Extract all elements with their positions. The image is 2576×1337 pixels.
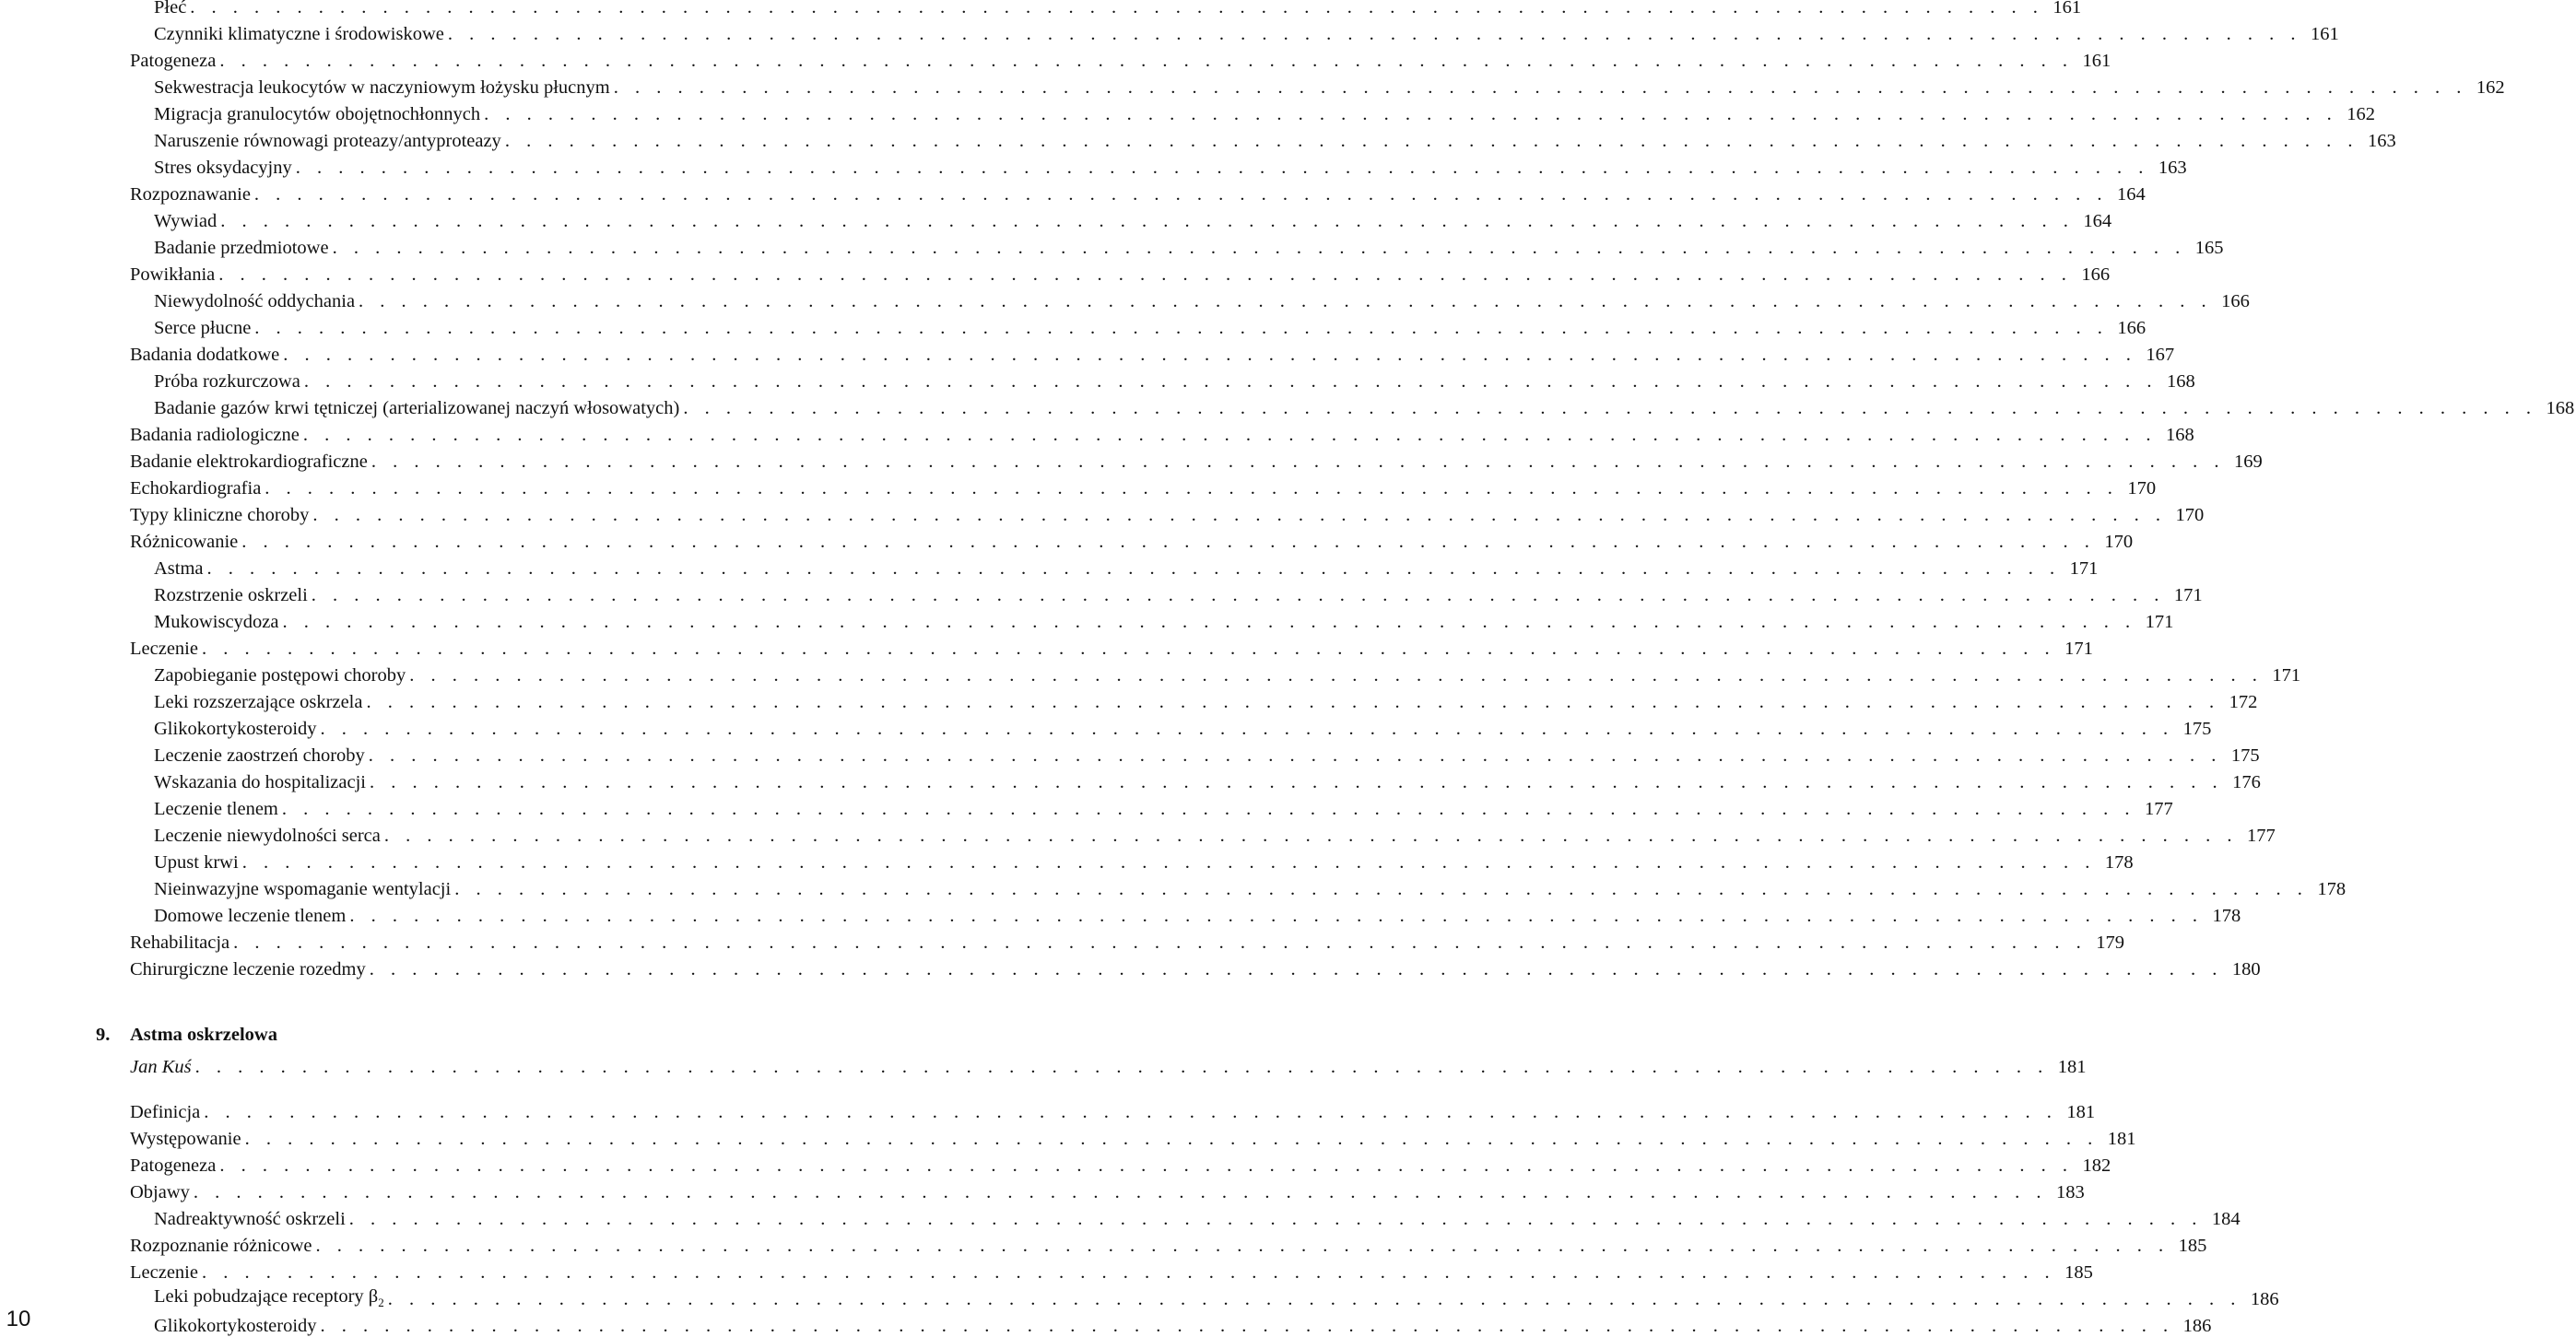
toc-entry[interactable]	[0, 125, 2396, 152]
toc-entry[interactable]	[0, 660, 2301, 686]
toc-entry[interactable]	[0, 767, 2261, 793]
toc-entry-page: 168	[2166, 371, 2195, 392]
toc-entry-title: Niewydolność oddychania	[154, 291, 359, 312]
toc-entry[interactable]	[0, 900, 2241, 927]
toc-entry[interactable]	[0, 1257, 2093, 1284]
toc-entry[interactable]	[0, 152, 2187, 179]
dot-leader: . . . . . . . . . . . . . . . . . . . . . . . . . . . . . . . . . . . . . . . . . . . . . . . . . . . . . . . . . . . . . . . . . . . . . . . . . . . . . . . . . . . . . . .	[383, 826, 2239, 846]
dot-leader: . . . . . . . . . . . . . . . . . . . . . . . . . . . . . . . . . . . . . . . . . . . . . . . . . . . . . . . . . . . . . . . . . . . . . . . . . . . . . . . . . . . . . . .	[219, 51, 2074, 71]
toc-entry[interactable]	[0, 954, 2261, 980]
toc-entry-page: 181	[2057, 1057, 2087, 1077]
dot-leader: . . . . . . . . . . . . . . . . . . . . . . . . . . . . . . . . . . . . . . . . . . . . . . . . . . . . . . . . . . . . . . . . . . . . . . . . . . . . . . . . . . . . . . .	[281, 799, 2135, 819]
toc-entry-page: 178	[2104, 852, 2134, 873]
toc-entry-title: Rozpoznanie różnicowe	[130, 1236, 316, 1257]
toc-entry-page: 176	[2232, 772, 2261, 792]
dot-leader: . . . . . . . . . . . . . . . . . . . . . . . . . . . . . . . . . . . . . . . . . . . . . . . . . . . . . . . . . . . . . . . . . . . . . . . . . . . . . . . . . . . . . . .	[218, 264, 2073, 285]
toc-entry-title: Rozpoznawanie	[130, 184, 254, 205]
toc-entry-page: 164	[2117, 184, 2146, 205]
toc-entry-page: 169	[2233, 452, 2263, 472]
toc-entry-title: Rehabilitacja	[130, 932, 233, 954]
toc-entry-page: 170	[2175, 505, 2205, 525]
dot-leader: . . . . . . . . . . . . . . . . . . . . . . . . . . . . . . . . . . . . . . . . . . . . . . . . . . . . . . . . . . . . . . . . . . . . . . . . . . . . . . . . . . . . . . .	[332, 238, 2186, 258]
toc-entry-page: 166	[2221, 291, 2250, 311]
dot-leader: . . . . . . . . . . . . . . . . . . . . . . . . . . . . . . . . . . . . . . . . . . . . . . . . . . . . . . . . . . . . . . . . . . . . . . . . . . . . . . . . . . . . . . .	[206, 558, 2061, 579]
toc-entry-title: Leki rozszerzające oskrzela	[154, 692, 366, 713]
toc-entry-page: 171	[2064, 639, 2093, 659]
toc-entry-page: 177	[2247, 826, 2276, 846]
toc-entry[interactable]	[0, 633, 2093, 660]
dot-leader: . . . . . . . . . . . . . . . . . . . . . . . . . . . . . . . . . . . . . . . . . . . . . . . . . . . . . . . . . . . . . . . . . . . . . . . . . . . . . . . . . . . . . . .	[349, 906, 2204, 926]
toc-entry[interactable]	[0, 740, 2260, 767]
toc-entry-page: 181	[2066, 1102, 2096, 1122]
toc-entry-page: 171	[2145, 612, 2174, 632]
toc-entry-title: Nadreaktywność oskrzeli	[154, 1209, 349, 1230]
toc-entry-page: 180	[2231, 959, 2261, 979]
toc-entry[interactable]	[0, 473, 2157, 499]
toc-entry[interactable]	[0, 312, 2147, 339]
dot-leader: . . . . . . . . . . . . . . . . . . . . . . . . . . . . . . . . . . . . . . . . . . . . . . . . . . . . . . . . . . . . . . . . . . . . . . . . . . . . . . . . . . . . . . .	[204, 1102, 2058, 1122]
toc-entry[interactable]	[0, 686, 2258, 713]
dot-leader: . . . . . . . . . . . . . . . . . . . . . . . . . . . . . . . . . . . . . . . . . . . . . . . . . . . . . . . . . . . . . . . . . . . . . . . . . . . . . . . . . . . . . . .	[315, 1236, 2170, 1256]
toc-entry-title: Leczenie tlenem	[154, 799, 282, 820]
toc-entry-page: 175	[2230, 745, 2260, 766]
toc-entry-page: 162	[2347, 104, 2375, 124]
toc-entry-title: Rozstrzenie oskrzeli	[154, 585, 312, 606]
dot-leader: . . . . . . . . . . . . . . . . . . . . . . . . . . . . . . . . . . . . . . . . . . . . . . . . . . . . . . . . . . . . . . . . . . . . . . . . . . . . . . . . . . . . . . .	[320, 719, 2174, 739]
toc-entry-title: Chirurgiczne leczenie rozedmy	[130, 959, 370, 980]
dot-leader: . . . . . . . . . . . . . . . . . . . . . . . . . . . . . . . . . . . . . . . . . . . . . . . . . . . . . . . . . . . . . . . . . . . . . . . . . . . . . . . . . . . . . . .	[254, 318, 2109, 338]
toc-entry-page: 178	[2317, 879, 2347, 899]
toc-entry-title: Zapobieganie postępowi choroby	[154, 665, 409, 686]
toc-entry-page: 170	[2127, 478, 2157, 498]
chapter-number: 9.	[96, 1025, 111, 1045]
toc-entry-page: 161	[2082, 51, 2111, 71]
toc-entry-page: 172	[2229, 692, 2258, 712]
toc-entry-title: Leczenie	[130, 1262, 202, 1284]
dot-leader: . . . . . . . . . . . . . . . . . . . . . . . . . . . . . . . . . . . . . . . . . . . . . . . . . . . . . . . . . . . . . . . . . . . . . . . . . . . . . . . . . . . . . . .	[253, 184, 2109, 205]
dot-leader: . . . . . . . . . . . . . . . . . . . . . . . . . . . . . . . . . . . . . . . . . . . . . . . . . . . . . . . . . . . . . . . . . . . . . . . . . . . . . . . . . . . . . . .	[244, 1129, 2099, 1149]
toc-entry-page: 179	[2096, 932, 2125, 953]
toc-entry[interactable]	[0, 553, 2099, 580]
toc-entry[interactable]	[0, 1284, 2279, 1310]
dot-leader: . . . . . . . . . . . . . . . . . . . . . . . . . . . . . . . . . . . . . . . . . . . . . . . . . . . . . . . . . . . . . . . . . . . . . . . . . . . . . . . . . . . . . . .	[320, 1316, 2174, 1336]
toc-entry[interactable]	[0, 1123, 2136, 1150]
toc-entry[interactable]	[0, 927, 2125, 954]
toc-entry-page: 170	[2104, 532, 2134, 552]
toc-entry[interactable]	[0, 286, 2250, 312]
dot-leader: . . . . . . . . . . . . . . . . . . . . . . . . . . . . . . . . . . . . . . . . . . . . . . . . . . . . . . . . . . . . . . . . . . . . . . . . . . . . . . . . . . . . . . .	[194, 1057, 2049, 1077]
dot-leader: . . . . . . . . . . . . . . . . . . . . . . . . . . . . . . . . . . . . . . . . . . . . . . . . . . . . . . . . . . . . . . . . . . . . . . . . . . . . . . . . . . . . . . .	[447, 24, 2301, 44]
toc-entry-title: Serce płucne	[154, 318, 254, 339]
toc-entry-page: 164	[2083, 211, 2112, 231]
toc-entry-title: Migracja granulocytów obojętnochłonnych	[154, 104, 484, 125]
toc-entry[interactable]	[0, 419, 2194, 446]
toc-entry-title: Czynniki klimatyczne i środowiskowe	[154, 24, 448, 45]
dot-leader: . . . . . . . . . . . . . . . . . . . . . . . . . . . . . . . . . . . . . . . . . . . . . . . . . . . . . . . . . . . . . . . . . . . . . . . . . . . . . . . . . . . . . . .	[387, 1289, 2241, 1309]
dot-leader: . . . . . . . . . . . . . . . . . . . . . . . . . . . . . . . . . . . . . . . . . . . . . . . . . . . . . . . . . . . . . . . . . . . . . . . . . . . . . . . . . . . . . . .	[613, 77, 2467, 98]
toc-entry[interactable]	[0, 99, 2375, 125]
toc-entry-title: Badanie gazów krwi tętniczej (arterializowanej naczyń włosowatych)	[154, 398, 683, 419]
toc-entry[interactable]	[0, 526, 2134, 553]
dot-leader: . . . . . . . . . . . . . . . . . . . . . . . . . . . . . . . . . . . . . . . . . . . . . . . . . . . . . . . . . . . . . . . . . . . . . . . . . . . . . . . . . . . . . . .	[359, 291, 2213, 311]
toc-entry[interactable]	[0, 366, 2195, 393]
toc-entry-title: Sekwestracja leukocytów w naczyniowym łożysku płucnym	[154, 77, 614, 99]
toc-entry-page: 185	[2064, 1262, 2093, 1283]
toc-entry[interactable]	[0, 72, 2505, 99]
toc-entry[interactable]	[0, 847, 2134, 874]
dot-leader: . . . . . . . . . . . . . . . . . . . . . . . . . . . . . . . . . . . . . . . . . . . . . . . . . . . . . . . . . . . . . . . . . . . . . . . . . . . . . . . . . . . . . . .	[201, 1262, 2056, 1283]
toc-entry[interactable]	[0, 1051, 2087, 1078]
toc-entry-title: Domowe leczenie tlenem	[154, 906, 349, 927]
toc-entry[interactable]	[0, 393, 2575, 419]
dot-leader: . . . . . . . . . . . . . . . . . . . . . . . . . . . . . . . . . . . . . . . . . . . . . . . . . . . . . . . . . . . . . . . . . . . . . . . . . . . . . . . . . . . . . . .	[311, 585, 2165, 605]
toc-entry-page: 168	[2546, 398, 2575, 418]
toc-entry-page: 166	[2117, 318, 2147, 338]
toc-entry-page: 181	[2107, 1129, 2136, 1149]
toc-entry[interactable]	[0, 339, 2175, 366]
toc-entry[interactable]	[0, 259, 2111, 286]
toc-entry-title: Powikłania	[130, 264, 218, 286]
page-number: 10	[6, 1307, 31, 1331]
toc-entry-title: Badanie elektrokardiograficzne	[130, 452, 371, 473]
dot-leader: . . . . . . . . . . . . . . . . . . . . . . . . . . . . . . . . . . . . . . . . . . . . . . . . . . . . . . . . . . . . . . . . . . . . . . . . . . . . . . . . . . . . . . .	[302, 425, 2157, 445]
toc-entry-title: Leczenie niewydolności serca	[154, 826, 384, 847]
toc-entry[interactable]	[0, 793, 2173, 820]
toc-entry-page: 161	[2053, 0, 2082, 18]
toc-entry[interactable]	[0, 499, 2205, 526]
toc-entry-page: 162	[2476, 77, 2505, 98]
toc-entry-title: Badania radiologiczne	[130, 425, 303, 446]
toc-entry-title: Występowanie	[130, 1129, 245, 1150]
toc-entry-title: Astma	[154, 558, 207, 580]
dot-leader: . . . . . . . . . . . . . . . . . . . . . . . . . . . . . . . . . . . . . . . . . . . . . . . . . . . . . . . . . . . . . . . . . . . . . . . . . . . . . . . . . . . . . . .	[454, 879, 2309, 899]
toc-entry-page: 175	[2182, 719, 2212, 739]
toc-entry-page: 163	[2158, 158, 2187, 178]
dot-leader: . . . . . . . . . . . . . . . . . . . . . . . . . . . . . . . . . . . . . . . . . . . . . . . . . . . . . . . . . . . . . . . . . . . . . . . . . . . . . . . . . . . . . . .	[220, 211, 2075, 231]
toc-entry-title: Naruszenie równowagi proteazy/antyproteazy	[154, 131, 505, 152]
dot-leader: . . . . . . . . . . . . . . . . . . . . . . . . . . . . . . . . . . . . . . . . . . . . . . . . . . . . . . . . . . . . . . . . . . . . . . . . . . . . . . . . . . . . . . .	[241, 532, 2096, 552]
dot-leader: . . . . . . . . . . . . . . . . . . . . . . . . . . . . . . . . . . . . . . . . . . . . . . . . . . . . . . . . . . . . . . . . . . . . . . . . . . . . . . . . . . . . . . .	[265, 478, 2119, 498]
dot-leader: . . . . . . . . . . . . . . . . . . . . . . . . . . . . . . . . . . . . . . . . . . . . . . . . . . . . . . . . . . . . . . . . . . . . . . . . . . . . . . . . . . . . . . .	[233, 932, 2088, 953]
toc-entry-page: 163	[2367, 131, 2396, 151]
toc-entry-subscript: 2	[378, 1296, 384, 1309]
dot-leader: . . . . . . . . . . . . . . . . . . . . . . . . . . . . . . . . . . . . . . . . . . . . . . . . . . . . . . . . . . . . . . . . . . . . . . . . . . . . . . . . . . . . . . .	[504, 131, 2358, 151]
dot-leader: . . . . . . . . . . . . . . . . . . . . . . . . . . . . . . . . . . . . . . . . . . . . . . . . . . . . . . . . . . . . . . . . . . . . . . . . . . . . . . . . . . . . . . .	[368, 745, 2222, 766]
dot-leader: . . . . . . . . . . . . . . . . . . . . . . . . . . . . . . . . . . . . . . . . . . . . . . . . . . . . . . . . . . . . . . . . . . . . . . . . . . . . . . . . . . . . . . .	[484, 104, 2338, 124]
toc-entry-title: Płeć	[154, 0, 190, 18]
dot-leader: . . . . . . . . . . . . . . . . . . . . . . . . . . . . . . . . . . . . . . . . . . . . . . . . . . . . . . . . . . . . . . . . . . . . . . . . . . . . . . . . . . . . . . .	[190, 0, 2044, 18]
dot-leader: . . . . . . . . . . . . . . . . . . . . . . . . . . . . . . . . . . . . . . . . . . . . . . . . . . . . . . . . . . . . . . . . . . . . . . . . . . . . . . . . . . . . . . .	[241, 852, 2096, 873]
toc-entry-title: Typy kliniczne choroby	[130, 505, 312, 526]
dot-leader: . . . . . . . . . . . . . . . . . . . . . . . . . . . . . . . . . . . . . . . . . . . . . . . . . . . . . . . . . . . . . . . . . . . . . . . . . . . . . . . . . . . . . . .	[366, 692, 2220, 712]
toc-entry-title: Nieinwazyjne wspomaganie wentylacji	[154, 879, 454, 900]
toc-entry-page: 161	[2310, 24, 2339, 44]
toc-entry-title: Leki pobudzające receptory $\beta_2$	[154, 1286, 388, 1310]
toc-entry-page: 168	[2165, 425, 2194, 445]
toc-entry-title: Patogeneza	[130, 51, 219, 72]
toc-entry-title: Echokardiografia	[130, 478, 265, 499]
toc-entry-title: Jan Kuś	[130, 1057, 195, 1078]
toc-entry-title: Patogeneza	[130, 1155, 219, 1177]
chapter-title: Astma oskrzelowa	[130, 1025, 277, 1045]
toc-entry[interactable]	[0, 205, 2112, 232]
toc-entry-title: Leczenie	[130, 639, 202, 660]
dot-leader: . . . . . . . . . . . . . . . . . . . . . . . . . . . . . . . . . . . . . . . . . . . . . . . . . . . . . . . . . . . . . . . . . . . . . . . . . . . . . . . . . . . . . . .	[348, 1209, 2203, 1229]
toc-entry-title: Objawy	[130, 1182, 194, 1203]
toc-entry-page: 183	[2056, 1182, 2085, 1202]
dot-leader: . . . . . . . . . . . . . . . . . . . . . . . . . . . . . . . . . . . . . . . . . . . . . . . . . . . . . . . . . . . . . . . . . . . . . . . . . . . . . . . . . . . . . . .	[371, 452, 2225, 472]
toc-entry-title: Badanie przedmiotowe	[154, 238, 333, 259]
dot-leader: . . . . . . . . . . . . . . . . . . . . . . . . . . . . . . . . . . . . . . . . . . . . . . . . . . . . . . . . . . . . . . . . . . . . . . . . . . . . . . . . . . . . . . .	[683, 398, 2537, 418]
toc-entry[interactable]	[0, 18, 2339, 45]
toc-entry[interactable]	[0, 713, 2212, 740]
dot-leader: . . . . . . . . . . . . . . . . . . . . . . . . . . . . . . . . . . . . . . . . . . . . . . . . . . . . . . . . . . . . . . . . . . . . . . . . . . . . . . . . . . . . . . .	[303, 371, 2158, 392]
toc-entry-page: 184	[2211, 1209, 2241, 1229]
toc-entry[interactable]	[0, 179, 2146, 205]
toc-entry-page: 182	[2082, 1155, 2111, 1176]
toc-entry-title: Stres oksydacyjny	[154, 158, 296, 179]
toc-entry-page: 166	[2081, 264, 2111, 285]
toc-entry[interactable]	[0, 232, 2224, 259]
toc-entry-title: Glikokortykosteroidy	[154, 1316, 321, 1337]
toc-entry[interactable]	[0, 0, 2082, 18]
dot-leader: . . . . . . . . . . . . . . . . . . . . . . . . . . . . . . . . . . . . . . . . . . . . . . . . . . . . . . . . . . . . . . . . . . . . . . . . . . . . . . . . . . . . . . .	[369, 959, 2223, 979]
toc-entry-page: 185	[2178, 1236, 2207, 1256]
toc-entry[interactable]	[0, 606, 2174, 633]
chapter-heading	[0, 1025, 885, 1052]
toc-entry[interactable]	[0, 1203, 2241, 1230]
dot-leader: . . . . . . . . . . . . . . . . . . . . . . . . . . . . . . . . . . . . . . . . . . . . . . . . . . . . . . . . . . . . . . . . . . . . . . . . . . . . . . . . . . . . . . .	[201, 639, 2056, 659]
toc-entry[interactable]	[0, 1177, 2085, 1203]
toc-entry-page: 186	[2250, 1289, 2279, 1309]
toc-entry-page: 171	[2173, 585, 2203, 605]
toc-entry-page: 186	[2182, 1316, 2212, 1336]
toc-entry-title: Różnicowanie	[130, 532, 241, 553]
dot-leader: . . . . . . . . . . . . . . . . . . . . . . . . . . . . . . . . . . . . . . . . . . . . . . . . . . . . . . . . . . . . . . . . . . . . . . . . . . . . . . . . . . . . . . .	[369, 772, 2224, 792]
toc-entry-title: Wskazania do hospitalizacji	[154, 772, 370, 793]
toc-entry-page: 165	[2194, 238, 2224, 258]
toc-entry-page: 178	[2212, 906, 2241, 926]
toc-entry-title: Definicja	[130, 1102, 204, 1123]
toc-entry-title: Leczenie zaostrzeń choroby	[154, 745, 369, 767]
toc-entry[interactable]	[0, 1230, 2207, 1257]
toc-entry-title: Próba rozkurczowa	[154, 371, 304, 393]
toc-entry-title: Mukowiscydoza	[154, 612, 283, 633]
toc-entry[interactable]	[0, 1310, 2212, 1337]
dot-leader: . . . . . . . . . . . . . . . . . . . . . . . . . . . . . . . . . . . . . . . . . . . . . . . . . . . . . . . . . . . . . . . . . . . . . . . . . . . . . . . . . . . . . . .	[295, 158, 2149, 178]
toc-entry[interactable]	[0, 45, 2111, 72]
toc-entry[interactable]	[0, 1150, 2111, 1177]
toc-entry-title: Badania dodatkowe	[130, 345, 283, 366]
toc-entry-title: Upust krwi	[154, 852, 242, 874]
dot-leader: . . . . . . . . . . . . . . . . . . . . . . . . . . . . . . . . . . . . . . . . . . . . . . . . . . . . . . . . . . . . . . . . . . . . . . . . . . . . . . . . . . . . . . .	[409, 665, 2264, 686]
toc-entry[interactable]	[0, 874, 2347, 900]
toc-entry[interactable]	[0, 820, 2276, 847]
dot-leader: . . . . . . . . . . . . . . . . . . . . . . . . . . . . . . . . . . . . . . . . . . . . . . . . . . . . . . . . . . . . . . . . . . . . . . . . . . . . . . . . . . . . . . .	[312, 505, 2167, 525]
toc-entry-page: 177	[2145, 799, 2173, 819]
toc-entry[interactable]	[0, 446, 2263, 473]
toc-entry[interactable]	[0, 580, 2203, 606]
toc-entry-page: 167	[2146, 345, 2175, 365]
toc-entry-title: Wywiad	[154, 211, 220, 232]
toc-entry-title: Glikokortykosteroidy	[154, 719, 321, 740]
dot-leader: . . . . . . . . . . . . . . . . . . . . . . . . . . . . . . . . . . . . . . . . . . . . . . . . . . . . . . . . . . . . . . . . . . . . . . . . . . . . . . . . . . . . . . .	[219, 1155, 2074, 1176]
toc-entry[interactable]	[0, 1097, 2096, 1123]
toc-entry-page: 171	[2272, 665, 2301, 686]
toc-entry-page: 171	[2069, 558, 2099, 579]
dot-leader: . . . . . . . . . . . . . . . . . . . . . . . . . . . . . . . . . . . . . . . . . . . . . . . . . . . . . . . . . . . . . . . . . . . . . . . . . . . . . . . . . . . . . . .	[283, 345, 2137, 365]
dot-leader: . . . . . . . . . . . . . . . . . . . . . . . . . . . . . . . . . . . . . . . . . . . . . . . . . . . . . . . . . . . . . . . . . . . . . . . . . . . . . . . . . . . . . . .	[193, 1182, 2048, 1202]
dot-leader: . . . . . . . . . . . . . . . . . . . . . . . . . . . . . . . . . . . . . . . . . . . . . . . . . . . . . . . . . . . . . . . . . . . . . . . . . . . . . . . . . . . . . . .	[282, 612, 2136, 632]
